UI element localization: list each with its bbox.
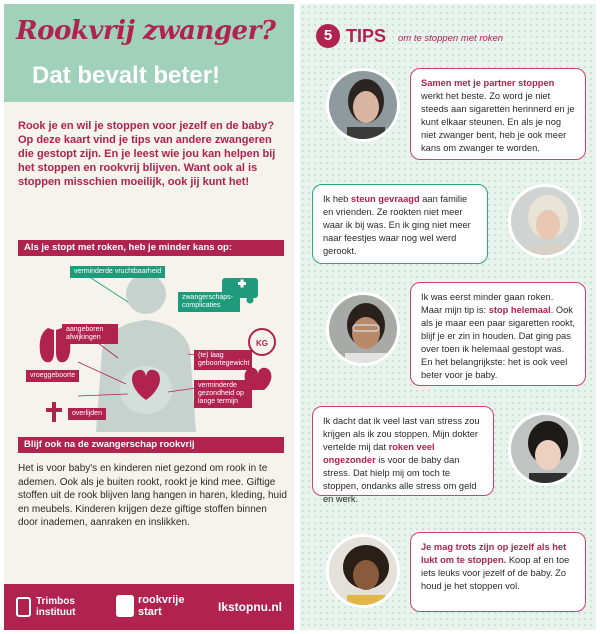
- scale-label: KG: [256, 339, 268, 348]
- trimbos-icon: [16, 597, 31, 617]
- header-banner: [4, 4, 294, 102]
- risks-heading: Als je stopt met roken, heb je minder kans op:: [18, 240, 284, 256]
- tip2-bubble: Ik heb steun gevraagd aan familie en vrienden. Ze rookten niet meer waar ik bij was. En ik ging niet meer naar feestjes waar nog wel werd gerookt.: [312, 184, 488, 264]
- after-pregnancy-heading: Blijf ook na de zwangerschap rookvrij: [18, 437, 284, 453]
- risk-longterm-health-tag: verminderde gezondheid op lange termijn: [194, 380, 252, 408]
- risk-fertility-tag: verminderde vruchtbaarheid: [70, 266, 165, 278]
- risk-premature-birth-tag: vroeggeboorte: [26, 370, 79, 382]
- tip2-highlight: steun gevraagd: [350, 194, 420, 204]
- tip5-bubble: Je mag trots zijn op jezelf als het lukt om te stoppen. Koop af en toe iets leuks voor jezelf of de baby. Zo houd je het stoppen vol.: [410, 532, 586, 612]
- rookvrije-start-icon: [116, 595, 134, 617]
- page-subtitle: Dat bevalt beter!: [32, 62, 221, 89]
- ikstopnu-link[interactable]: Ikstopnu.nl: [218, 600, 282, 614]
- footer-logos: [4, 584, 294, 630]
- rookvrije-start-logo[interactable]: rookvrije start: [116, 594, 196, 618]
- risk-complications-tag: zwangerschaps-complicaties: [178, 292, 240, 312]
- risk-death-tag: overlijden: [68, 408, 106, 420]
- trimbos-logo[interactable]: Trimbos instituut: [16, 596, 96, 618]
- tip2-portrait-avatar: [508, 184, 582, 258]
- risk-birth-defects-tag: aangeboren afwijkingen: [62, 324, 118, 344]
- tips-title: TIPS: [346, 26, 387, 46]
- tip3-bubble: Ik was eerst minder gaan roken. Maar mijn tip is: stop helemaal. Ook als je maar een paar sigaretten rookt, blijf je er zin in houden. Dat ging pas over toen ik helemaal gestopt was. En het belangrijkste: het is ook veel beter voor je baby.: [410, 282, 586, 386]
- tip4-bubble: Ik dacht dat ik veel last van stress zou krijgen als ik zou stoppen. Mijn dokter vertelde mij dat roken veel ongezonder is voor de baby dan stress. Dat hielp mij om toch te stoppen, ondanks alle stress om geld en werk.: [312, 406, 494, 496]
- tip3-portrait-avatar: [326, 292, 400, 366]
- tip5-highlight: Je mag trots zijn op jezelf als het lukt om te stoppen.: [421, 542, 567, 565]
- leaflet-front: [4, 4, 294, 630]
- tip1-portrait-avatar: [326, 68, 400, 142]
- after-pregnancy-text: Het is voor baby's en kinderen niet gezond om rook in te ademen. Ook als je buiten rookt, rookt je kind mee. Giftige stoffen uit de rook blijven lang hangen in haren, kleding, huid en meubels. Kinderen krijgen deze giftige stoffen binnen door inademen, aanraken en inslikken.: [18, 463, 287, 528]
- page-title: Rookvrij zwanger?: [16, 16, 276, 46]
- tips-number-badge: 5: [316, 24, 340, 48]
- tips-subtitle: om te stoppen met roken: [398, 33, 504, 44]
- intro-text: Rook je en wil je stoppen voor jezelf en de baby? Op deze kaart vind je tips van andere zwangeren die gestopt zijn. En je leest wie jou kan helpen bij het stoppen en rookvrij blijven. Want ook al is stoppen misschien moeilijk, ook jij kunt het!: [18, 120, 276, 188]
- tip5-portrait-avatar: [326, 534, 400, 608]
- risk-low-birthweight-tag: (te) laag geboortegewicht: [194, 350, 252, 370]
- risks-illustration: [18, 262, 284, 432]
- tip4-portrait-avatar: [508, 412, 582, 486]
- tip4-highlight: roken veel ongezonder: [323, 442, 435, 465]
- tip1-highlight: Samen met je partner stoppen: [421, 78, 555, 88]
- tips-panel: [300, 4, 596, 630]
- tip3-highlight: stop helemaal: [488, 305, 551, 315]
- tip1-bubble: Samen met je partner stoppen werkt het beste. Zo word je niet steeds aan sigaretten herinnerd en je kunt elkaar steunen. En als je nog niet zwanger bent, heb je ook meer kans om zwanger te worden.: [410, 68, 586, 160]
